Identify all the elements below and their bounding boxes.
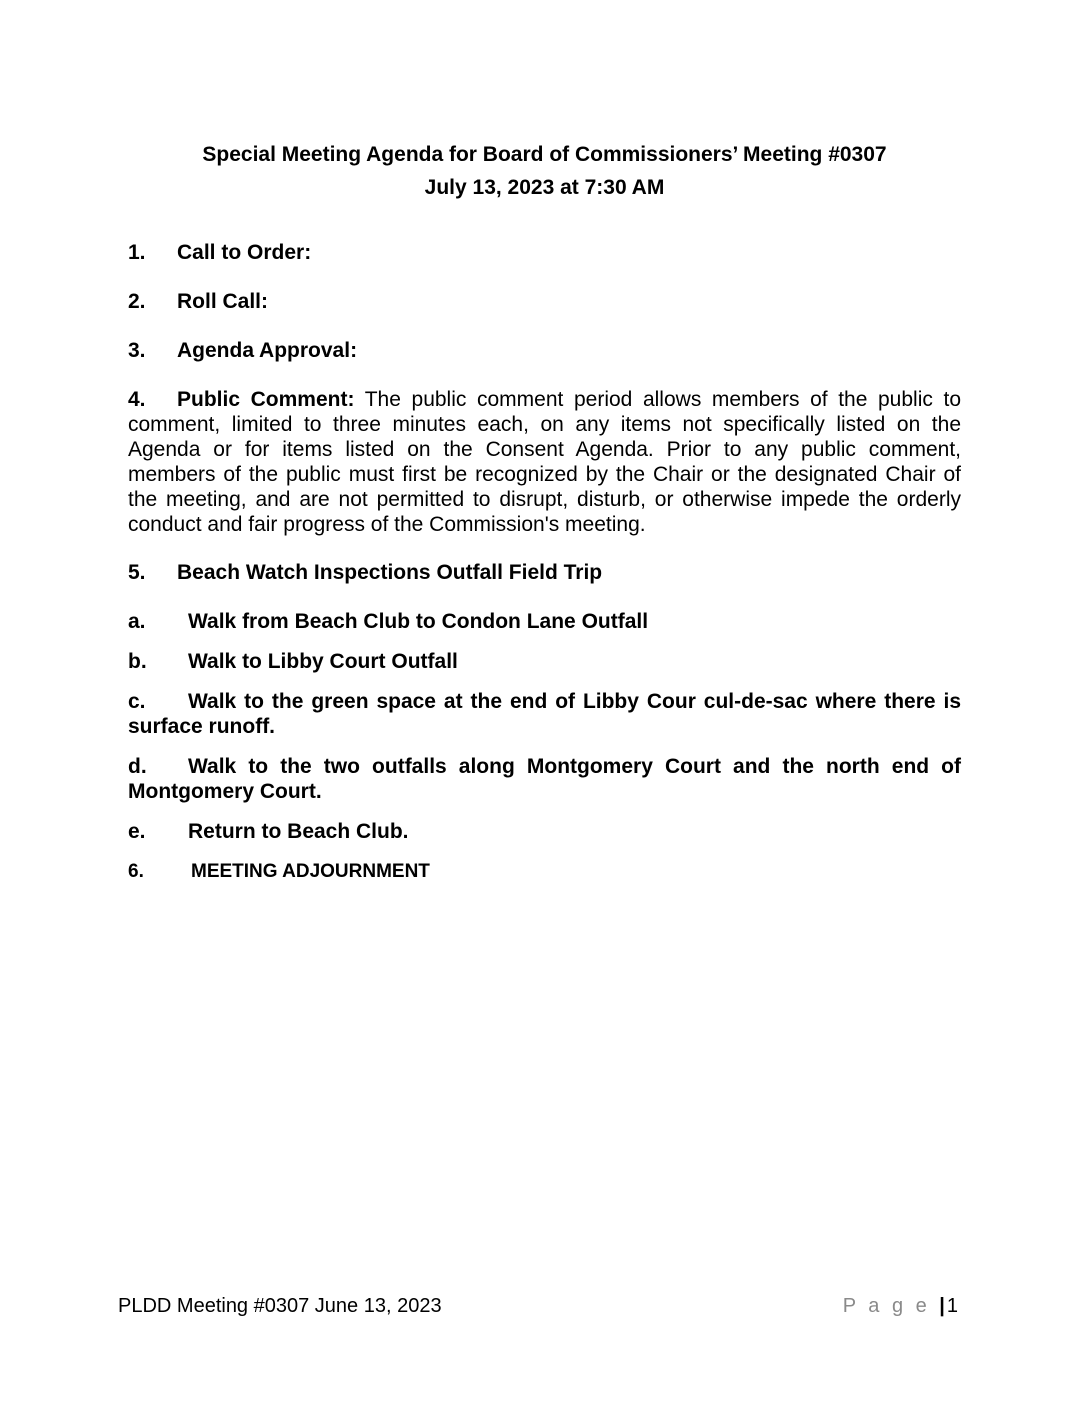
item-number: 4.: [128, 388, 146, 411]
agenda-list: [128, 240, 961, 884]
item-label: Walk to the green space at the end of Libby Cour cul-de-sac where there is surface runoff.: [128, 690, 961, 738]
title-line-1: Special Meeting Agenda for Board of Commissioners’ Meeting #0307: [202, 143, 887, 166]
agenda-subitem-e: [128, 819, 961, 844]
item-label: Return to Beach Club.: [188, 820, 409, 843]
item-label: Beach Watch Inspections Outfall Field Trip: [177, 561, 603, 584]
item-letter: b.: [128, 650, 147, 673]
item-number: 1.: [128, 241, 146, 264]
item-label: Roll Call:: [177, 290, 269, 313]
agenda-subitem-c: [128, 689, 961, 739]
agenda-subitem-d: [128, 754, 961, 804]
item-label: Call to Order:: [177, 241, 312, 264]
title-line-2: July 13, 2023 at 7:30 AM: [424, 176, 665, 199]
agenda-item-public-comment: [128, 387, 961, 537]
item-letter: c.: [128, 690, 146, 713]
agenda-item-roll-call: [128, 289, 961, 314]
item-label: Public Comment:: [177, 388, 355, 411]
item-label: MEETING ADJOURNMENT: [191, 861, 430, 882]
item-letter: a.: [128, 610, 146, 633]
agenda-subitem-b: [128, 649, 961, 674]
item-number: 6.: [128, 861, 144, 882]
item-number: 3.: [128, 339, 146, 362]
item-number: 2.: [128, 290, 146, 313]
page-separator: |: [939, 1295, 945, 1317]
item-label: Agenda Approval:: [177, 339, 358, 362]
item-letter: d.: [128, 755, 147, 778]
footer-meeting-info: PLDD Meeting #0307 June 13, 2023: [118, 1295, 442, 1317]
document-content: [128, 142, 961, 884]
agenda-item-agenda-approval: [128, 338, 961, 363]
agenda-subitem-a: [128, 609, 961, 634]
item-label: Walk from Beach Club to Condon Lane Outfall: [188, 610, 649, 633]
item-body: The public comment period allows members of the public to comment, limited to three minutes each, on any items not specifically listed on the Agenda or for items listed on the Consent Agenda. Prior to any public comment, members of the public must first be recognized by the Chair or the designated Chair of the meeting, and are not permitted to disrupt, disturb, or otherwise impede the orderly conduct and fair progress of the Commission's meeting.: [128, 388, 961, 536]
item-number: 5.: [128, 561, 146, 584]
item-label: Walk to the two outfalls along Montgomery Court and the north end of Montgomery Court.: [128, 755, 961, 803]
footer-page-indicator: [843, 1294, 958, 1318]
agenda-item-field-trip: [128, 560, 961, 585]
page-footer: [118, 1294, 958, 1318]
document-title: [128, 142, 961, 200]
item-label: Walk to Libby Court Outfall: [188, 650, 458, 673]
agenda-item-adjournment: [128, 859, 961, 884]
item-letter: e.: [128, 820, 146, 843]
agenda-item-call-to-order: [128, 240, 961, 265]
page-number: 1: [946, 1295, 958, 1317]
page-word: P a g e: [842, 1295, 931, 1317]
